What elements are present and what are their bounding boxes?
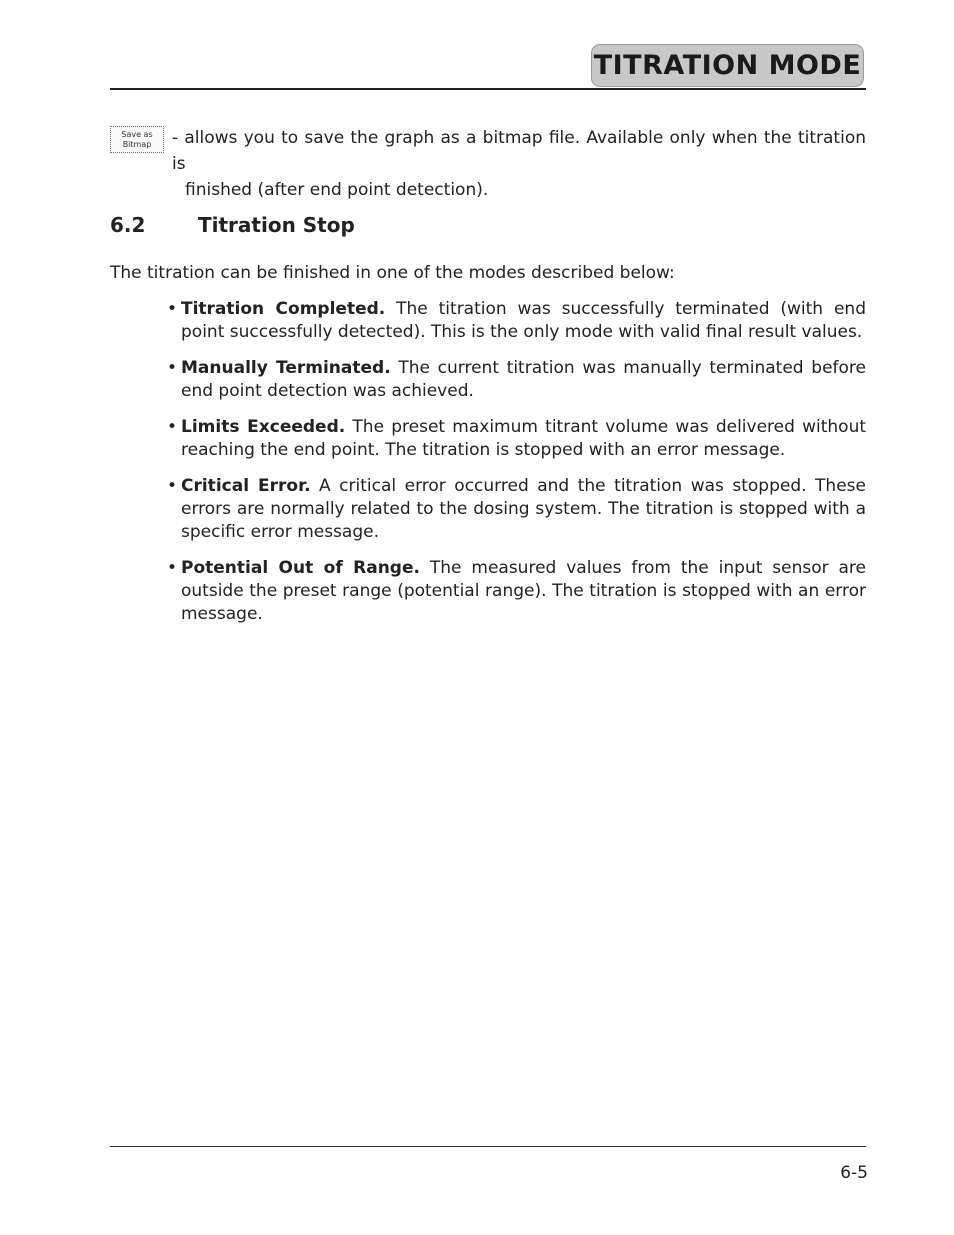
stop-modes-list bbox=[166, 298, 866, 639]
mode-description: The measured values from the input sensor are outside the preset range (potential range). The titration is stopped with an error message. bbox=[181, 558, 867, 624]
list-item bbox=[166, 557, 866, 626]
bullet-icon: • bbox=[167, 417, 178, 437]
list-item bbox=[166, 416, 866, 462]
mode-term: Manually Terminated. bbox=[181, 358, 391, 378]
list-item bbox=[166, 298, 866, 344]
save-as-bitmap-button[interactable] bbox=[110, 126, 164, 153]
mode-description: The preset maximum titrant volume was delivered without reaching the end point. The titration is stopped with an error message. bbox=[181, 417, 867, 460]
section-heading bbox=[110, 213, 355, 237]
bullet-icon: • bbox=[167, 558, 178, 578]
bullet-icon: • bbox=[167, 476, 178, 496]
list-item bbox=[166, 475, 866, 544]
header-divider bbox=[110, 88, 866, 90]
mode-term: Potential Out of Range. bbox=[181, 558, 420, 578]
page-number: 6-5 bbox=[840, 1163, 868, 1183]
mode-term: Limits Exceeded. bbox=[181, 417, 346, 437]
section-lead-text: The titration can be finished in one of the modes described below: bbox=[110, 263, 675, 283]
section-title: Titration Stop bbox=[198, 213, 355, 237]
save-bitmap-description-line2: finished (after end point detection). bbox=[185, 180, 489, 200]
footer-divider bbox=[110, 1146, 866, 1147]
list-item bbox=[166, 357, 866, 403]
chapter-title-tab bbox=[591, 44, 864, 87]
mode-description: A critical error occurred and the titration was stopped. These errors are normally related to the dosing system. The titration is stopped with a specific error message. bbox=[181, 476, 866, 542]
mode-term: Titration Completed. bbox=[181, 299, 386, 319]
save-bitmap-description-line1: - allows you to save the graph as a bitmap file. Available only when the titration is bbox=[172, 128, 866, 174]
save-as-bitmap-label-line2: Bitmap bbox=[122, 139, 152, 149]
section-number: 6.2 bbox=[110, 213, 146, 237]
save-bitmap-description bbox=[172, 125, 866, 203]
bullet-icon: • bbox=[167, 358, 178, 378]
bullet-icon: • bbox=[167, 299, 178, 319]
chapter-title: TITRATION MODE bbox=[593, 50, 862, 81]
mode-description: The titration was successfully terminated (with end point successfully detected). This is the only mode with valid final result values. bbox=[181, 299, 866, 342]
mode-term: Critical Error. bbox=[181, 476, 311, 496]
mode-description: The current titration was manually terminated before end point detection was achieved. bbox=[181, 358, 866, 401]
save-as-bitmap-label-line1: Save as bbox=[121, 129, 153, 139]
